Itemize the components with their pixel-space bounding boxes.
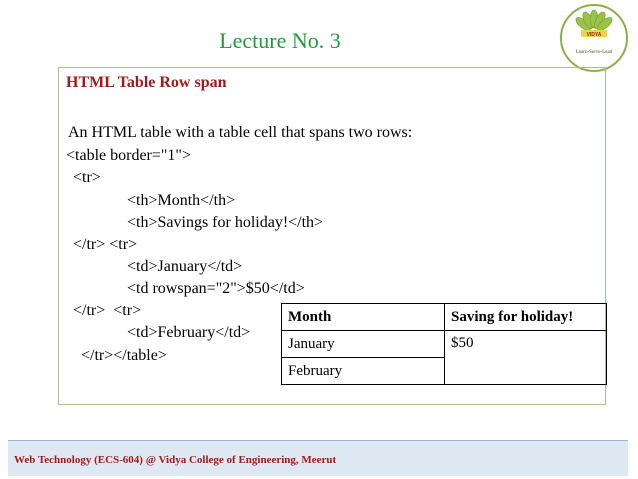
code-line: </tr></table> <box>81 347 167 364</box>
table-header-cell: Month <box>282 304 445 331</box>
code-line: <tr> <box>73 169 101 186</box>
code-line: <td rowspan="2">$50</td> <box>127 280 305 297</box>
footer-bar <box>8 440 628 476</box>
college-logo <box>559 3 629 73</box>
logo-text: VIDYA <box>586 32 602 38</box>
table-cell: February <box>282 358 445 385</box>
code-line: </tr> <tr> <box>73 302 142 319</box>
footer-text: Web Technology (ECS-604) @ Vidya College of Engineering, Meerut <box>14 454 337 466</box>
lecture-title: Lecture No. 3 <box>219 28 341 53</box>
table-cell-rowspan: $50 <box>445 331 607 385</box>
code-line: <td>January</td> <box>127 258 243 275</box>
code-line: <th>Month</th> <box>127 192 236 209</box>
table-header-row <box>282 304 607 331</box>
demo-table <box>281 303 607 385</box>
table-row <box>282 331 607 358</box>
logo-tagline: Learn-Serve-Lead <box>575 50 613 55</box>
table-header-cell: Saving for holiday! <box>445 304 607 331</box>
table-cell: January <box>282 331 445 358</box>
intro-text: An HTML table with a table cell that spans two rows: <box>68 124 413 141</box>
code-line: <th>Savings for holiday!</th> <box>127 214 324 231</box>
code-line: </tr> <tr> <box>73 236 138 253</box>
content-box <box>58 67 606 405</box>
section-heading: HTML Table Row span <box>66 74 227 91</box>
code-line: <table border="1"> <box>66 147 191 164</box>
code-line: <td>February</td> <box>127 324 251 341</box>
